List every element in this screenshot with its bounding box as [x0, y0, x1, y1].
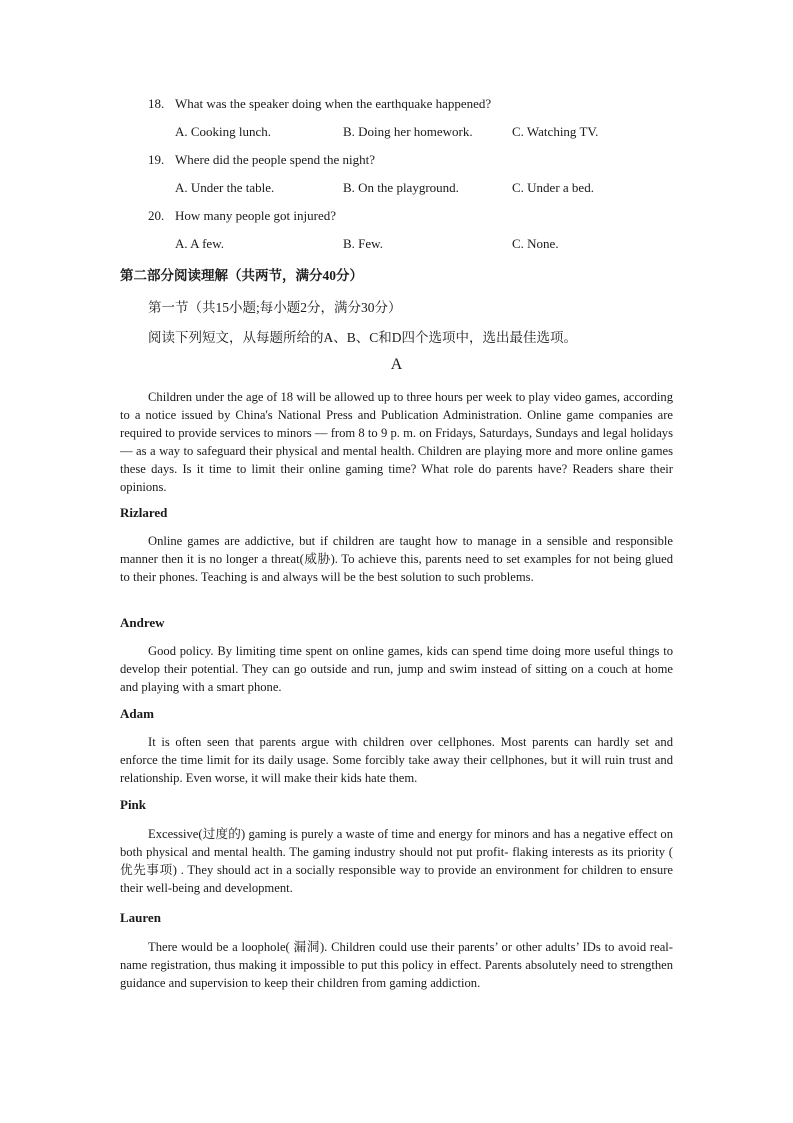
opinion-author: Pink: [120, 797, 147, 812]
opinion-text: Excessive(过度的) gaming is purely a waste of time and energy for minors and has a negative effect on both physical and mental health. The gaming industry should not put profit- flaking interests as its priority ( 优先事项) . They should act in a socially responsible way to provide an environment for children to ensure their well-being and development.: [120, 827, 673, 895]
option-c: C. Watching TV.: [512, 124, 599, 139]
option-b: B. Doing her homework.: [343, 124, 473, 139]
opinion-author: Rizlared: [120, 505, 168, 520]
question-20: [148, 208, 336, 224]
section-title: 第二部分阅读理解（共两节，满分40分）: [120, 268, 363, 283]
opinion-author: Adam: [120, 706, 154, 721]
section-instruction: 阅读下列短文，从每题所给的A、B、C和D四个选项中，选出最佳选项。: [148, 330, 578, 345]
option-b: B. Few.: [343, 236, 383, 251]
opinion-author: Andrew: [120, 615, 165, 630]
question-number: 20.: [148, 208, 165, 223]
option-a: A. A few.: [175, 236, 224, 251]
opinion-text: There would be a loophole( 漏洞). Children could use their parents’ or other adults’ IDs to avoid real-name registration, thus making it impossible to put this policy in effect. Parents absolutely need to strengthen guidance and supervision to keep their children from gaming addiction.: [120, 940, 673, 990]
option-b: B. On the playground.: [343, 180, 459, 195]
question-text: How many people got injured?: [175, 208, 337, 223]
opinion-author: Lauren: [120, 910, 161, 925]
option-a: A. Cooking lunch.: [175, 124, 272, 139]
question-text: What was the speaker doing when the earthquake happened?: [175, 96, 492, 111]
question-number: 19.: [148, 152, 165, 167]
subsection-title: 第一节（共15小题;每小题2分，满分30分）: [148, 300, 402, 315]
question-text: Where did the people spend the night?: [175, 152, 375, 167]
passage-letter: A: [390, 356, 403, 373]
opinion-text: It is often seen that parents argue with children over cellphones. Most parents can hardly set and enforce the time limit for its daily usage. Some forcibly take away their cellphones, but it will ruin trust and relationship. Even worse, it will make their kids hate them.: [120, 735, 673, 785]
opinion-text: Online games are addictive, but if children are taught how to manage in a sensible and responsible manner then it is no longer a threat(威胁). To achieve this, parents need to set examples for not being glued to their phones. Teaching is and always will be the best solution to such problems.: [120, 534, 673, 584]
question-19: [148, 152, 375, 168]
opinion-text: Good policy. By limiting time spent on online games, kids can spend time doing more useful things to develop their potential. They can go outside and run, jump and swim instead of sitting on a couch at home and playing with a smart phone.: [120, 644, 673, 694]
question-18: [148, 96, 491, 112]
passage-intro: Children under the age of 18 will be allowed up to three hours per week to play video games, according to a notice issued by China's National Press and Publication Administration. Online game companies are required to provide services to minors — from 8 to 9 p. m. on Fridays, Saturdays, Sundays and legal holidays — as a way to safeguard their physical and mental health. Children are playing more and more online games these days. Is it time to limit their online gaming time? What role do parents have? Readers share their opinions.: [120, 390, 673, 494]
option-c: C. Under a bed.: [512, 180, 594, 195]
question-number: 18.: [148, 96, 165, 111]
option-c: C. None.: [512, 236, 559, 251]
option-a: A. Under the table.: [175, 180, 275, 195]
